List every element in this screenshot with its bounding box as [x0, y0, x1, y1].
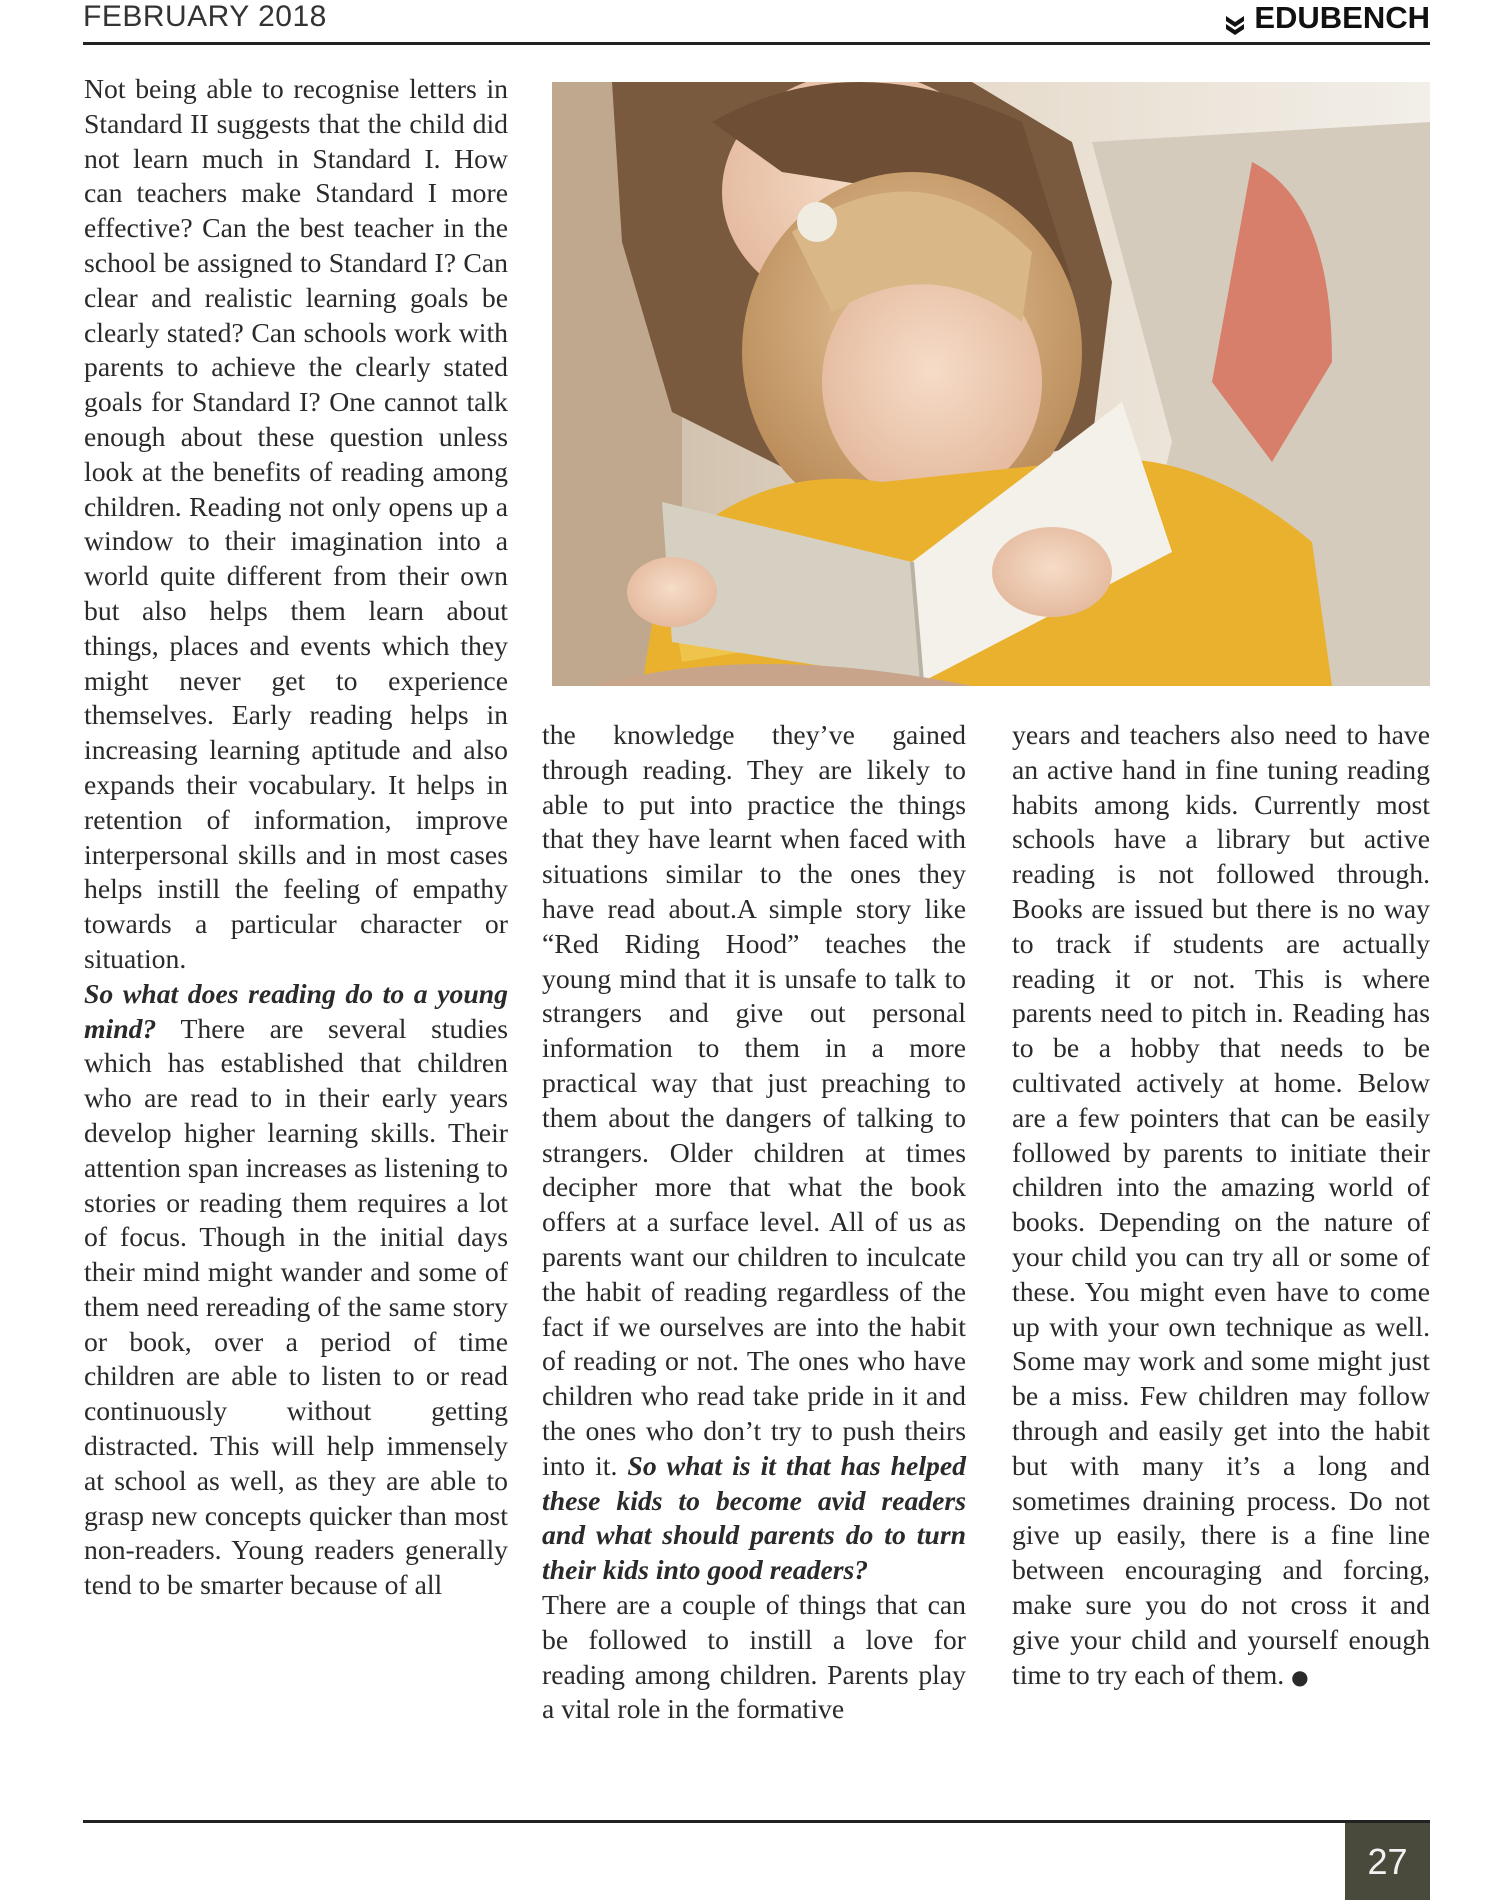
paragraph-text: There are a couple of things that can be followed to instill a love for reading among children. Parents play a vital role in the formative	[542, 1588, 966, 1725]
footer-rule	[83, 1820, 1430, 1823]
issue-date: FEBRUARY 2018	[83, 0, 327, 33]
article-column-1	[84, 72, 508, 1603]
paragraph	[1012, 718, 1430, 1694]
paragraph-text: years and teachers also need to have an active hand in fine tuning reading habits among kids. Currently most schools have a library but active reading is not followed through. Books are issued but there is no way to track if students are actually reading it or not. This is where parents need to pitch in. Reading has to be a hobby that needs to be cultivated actively at home. Below are a few pointers that can be easily followed by parents to initiate their children into the amazing world of books. Depending on the nature of your child you can try all or some of these. You might even have to come up with your own technique as well. Some may work and some might just be a miss. Few children may follow through and easily get into the habit but with many it’s a long and sometimes draining process. Do not give up easily, there is a fine line between encouraging and forcing, make sure you do not cross it and give your child and yourself enough time to try each of them.	[1012, 719, 1430, 1690]
page-header	[83, 0, 1430, 45]
article-column-3	[1012, 718, 1430, 1694]
paragraph-text: the knowledge they’ve gained through reading. They are likely to able to put into practice the things that they have learnt when faced with situations similar to the ones they have read about.A simple story like “Red Riding Hood” teaches the young mind that it is unsafe to talk to strangers and give out personal information to them in a more practical way that just preaching to them about the dangers of talking to strangers. Older children at times decipher more that what the book offers at a surface level. All of us as parents want our children to inculcate the habit of reading regardless of the fact if we ourselves are into the habit of reading or not. The ones who have children who read take pride in it and the ones who don’t try to push theirs into it.	[542, 719, 966, 1481]
paragraph	[84, 977, 508, 1603]
brand	[1224, 0, 1430, 36]
paragraph	[542, 718, 966, 1588]
paragraph	[542, 1588, 966, 1727]
paragraph	[84, 72, 508, 977]
end-of-article-bullet-icon: ●	[1291, 1664, 1309, 1689]
mother-and-child-reading-photo	[552, 82, 1430, 686]
paragraph-text: There are several studies which has established that children who are read to in their early years develop higher learning skills. Their attention span increases as listening to stories or reading them requires a lot of focus. Though in the initial days their mind might wander and some of them need rereading of the same story or book, over a period of time children are able to listen to or read continuously without getting distracted. This will help immensely at school as well, as they are able to grasp new concepts quicker than most non-readers. Young readers generally tend to be smarter because of all	[84, 1012, 508, 1601]
brand-name: EDUBENCH	[1254, 0, 1430, 35]
paragraph-text: Not being able to recognise letters in Standard II suggests that the child did not learn much in Standard I. How can teachers make Standard I more effective? Can the best teacher in the school be assigned to Standard I? Can clear and realistic learning goals be clearly stated? Can schools work with parents to achieve the clearly stated goals for Standard I? One cannot talk enough about these question unless look at the benefits of reading among children. Reading not only opens up a window to their imagination into a world quite different from their own but also helps them learn about things, places and events which they might never get to experience themselves. Early reading helps in increasing learning aptitude and also expands their vocabulary. It helps in retention of information, improve interpersonal skills and in most cases helps instill the feeling of empathy towards a particular character or situation.	[84, 73, 508, 974]
question-heading: So what is it that has helped these kids to become avid readers and what should parents do to turn their kids into good readers?	[542, 1449, 967, 1586]
edubench-chevron-icon	[1224, 7, 1246, 29]
article-column-2	[542, 718, 966, 1727]
page-number: 27	[1345, 1823, 1430, 1900]
question-heading: So what does reading do to a young mind?	[84, 977, 508, 1044]
